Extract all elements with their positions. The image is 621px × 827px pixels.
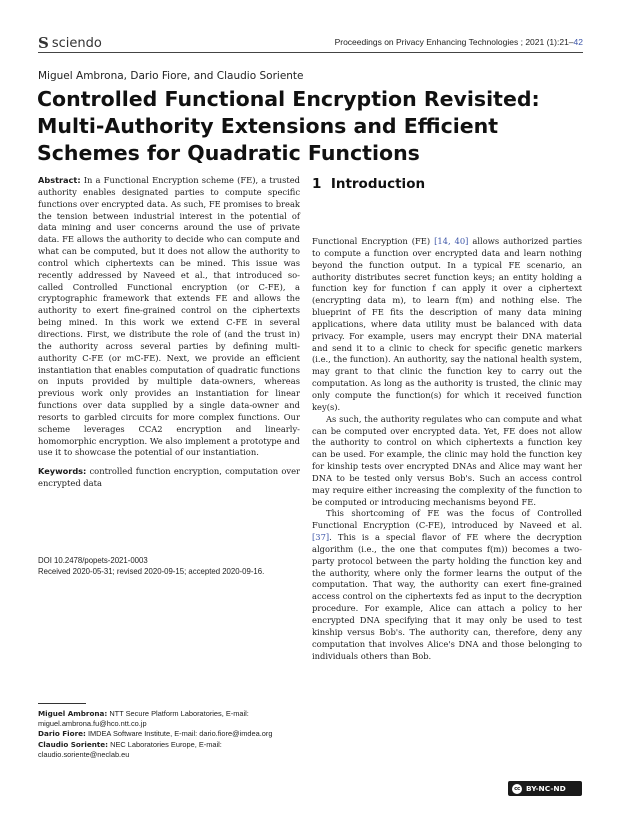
footnote-author: Dario Fiore:: [38, 729, 86, 739]
paragraph-text: . This is a special flavor of FE where the decryption algorithm (i.e., the one that computes f(m)) becomes a two-party protocol between the party holding the function key and the authority, where only the former learns the output of the computation. That way, the authority can exert fine-grained access control on the ciphertexts fed as input to the decryption procedure. For example, Alice can attach a policy to her encrypted DNA specifying that it may only be used to test kinship versus Bob's. The authority can, therefore, deny any computation that involves Alice's DNA and those belonging to individuals others than Bob.: [312, 532, 582, 661]
author-list: Miguel Ambrona, Dario Fiore, and Claudio Soriente: [38, 70, 304, 82]
doi: DOI 10.2478/popets-2021-0003: [38, 556, 148, 565]
footnote-item: [38, 729, 300, 739]
abstract: [38, 175, 300, 459]
paragraph: [312, 508, 582, 662]
right-column: [312, 236, 582, 662]
left-column: [38, 175, 300, 490]
keywords: [38, 466, 300, 490]
paragraph-text: This shortcoming of FE was the focus of Controlled Functional Encryption (C-FE), introduced by Naveed et al.: [312, 508, 582, 531]
section-title: Introduction: [330, 176, 426, 192]
sciendo-s-icon: S: [38, 34, 49, 52]
keywords-text: controlled function encryption, computation over encrypted data: [38, 466, 300, 489]
footnote-author: Claudio Soriente:: [38, 739, 109, 749]
end-page-link[interactable]: 42: [573, 37, 583, 47]
citation-link[interactable]: [37]: [312, 532, 330, 543]
paragraph: [312, 236, 582, 414]
header-rule: [38, 52, 583, 53]
footnote-item: [38, 740, 300, 760]
abstract-label: Abstract:: [38, 175, 81, 185]
license-text: BY-NC-ND: [526, 784, 566, 793]
paragraph-text: allows authorized parties to compute a function over encrypted data and learn nothing beyond the function output. In a typical FE scenario, an authority distributes secret function keys; an entity holding a function key for function f can apply it over a ciphertext (encrypting data m), to learn f(m) and nothing else. The blueprint of FE fits the description of many data mining applications, where data utility must be balanced with data privacy. For example, users may encrypt their DNA material and send it to a clinic to check for specific genetic markers (i.e., the function). An authority, say the national health system, may grant to that clinic the function key to carry out the computation. As long as the authority is trusted, the clinic may only compute the function(s) for which it received function key(s).: [312, 236, 582, 412]
citation-link[interactable]: [14, 40]: [434, 236, 469, 246]
section-number: 1: [312, 176, 322, 192]
footnote-author: Miguel Ambrona:: [38, 709, 108, 718]
paragraph: [312, 414, 582, 509]
journal-citation: Proceedings on Privacy Enhancing Technologies ; 2021 (1):21–: [334, 37, 574, 47]
license-badge[interactable]: [508, 781, 582, 796]
footnote-text: NEC Laboratories Europe, E-mail: claudio.soriente@neclab.eu: [38, 739, 222, 759]
abstract-text: In a Functional Encryption scheme (FE), a trusted authority enables designated parties to compute specific functions over encrypted data. As such, FE promises to break the tension between industrial interest in the potential of data mining and user concerns around the use of private data. FE allows the authority to decide who can compute and what can be computed, but it does not allow the authority to control which ciphertexts can be mined. This issue was recently addressed by Naveed et al., that introduced so-called Controlled Functional encryption (or C-FE), a cryptographic framework that extends FE and allows the authority to exert fine-grained control on the ciphertexts being mined. In this work we extend C-FE in several directions. First, we distribute the role of (and the trust in) the authority across several parties by defining multi-authority C-FE (or mC-FE). Next, we provide an efficient instantiation that enables computation of quadratic functions on inputs provided by multiple data-owners, whereas previous work only provides an instantiation for linear functions over data supplied by a single data-owner and resorts to garbled circuits for more complex functions. Our scheme leverages CCA2 encryption and linearly-homomorphic encryption. We also implement a prototype and use it to showcase the potential of our instantiation.: [38, 175, 300, 458]
footnote-rule: [38, 703, 86, 704]
publisher-name: sciendo: [51, 35, 102, 51]
publisher-logo: [38, 34, 102, 52]
running-head: [335, 37, 583, 47]
footnote-item: [38, 709, 300, 729]
cc-icon: cc: [512, 784, 522, 794]
keywords-label: Keywords:: [38, 466, 87, 477]
paper-title: Controlled Functional Encryption Revisited: Multi-Authority Extensions and Efficient Schemes for Quadratic Functions: [37, 87, 540, 165]
footnote-text: IMDEA Software Institute, E-mail: dario.fiore@imdea.org: [87, 729, 273, 739]
paragraph-text: As such, the authority regulates who can compute and what can be computed over encrypted data. Yet, FE does not allow the authority to control on which ciphertexts a function key can be used. For example, the clinic may hold the function key for kinship tests over encrypted DNAs and Alice may want her DNA to be tested only versus Bob's. Such an access control may require either increasing the complexity of the function to be computed or introducing mechanisms beyond FE.: [312, 413, 582, 507]
author-affiliations: [38, 709, 300, 760]
footnote-text: NTT Secure Platform Laboratories, E-mail: miguel.ambrona.fu@hco.ntt.co.jp: [38, 709, 249, 729]
section-heading: [312, 176, 425, 192]
article-meta: [38, 555, 264, 577]
paragraph-text: Functional Encryption (FE): [312, 236, 435, 246]
history-dates: Received 2020-05-31; revised 2020-09-15; accepted 2020-09-16.: [38, 567, 265, 576]
